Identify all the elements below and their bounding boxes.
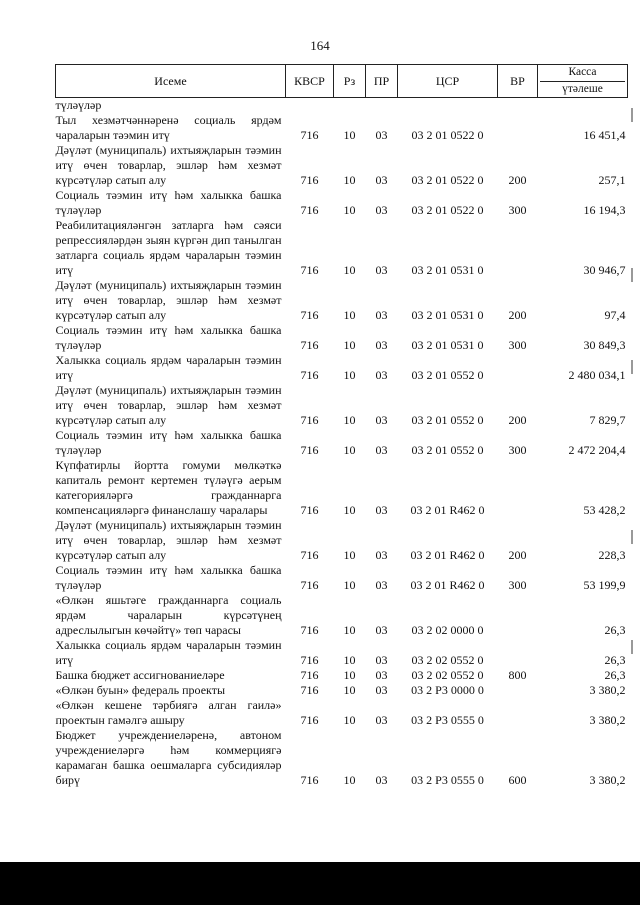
row-amount: 30 849,3	[583, 338, 626, 352]
row-csr: 03 2 02 0000 0	[411, 623, 484, 637]
row-vr: 200	[508, 173, 527, 187]
table-row	[56, 143, 628, 188]
row-rz: 10	[343, 503, 356, 517]
row-pr: 03	[375, 623, 388, 637]
row-rz: 10	[343, 128, 356, 142]
row-csr: 03 2 02 0552 0	[411, 653, 484, 667]
table-row	[56, 683, 628, 698]
row-csr: 03 2 02 0552 0	[411, 668, 484, 682]
row-pr: 03	[375, 203, 388, 217]
budget-table-container	[55, 64, 627, 788]
header-kvsr: КВСР	[286, 65, 334, 98]
row-vr: 600	[508, 773, 527, 787]
row-amount: 228,3	[598, 548, 626, 562]
row-rz: 10	[343, 623, 356, 637]
row-name: Социаль тәэмин итү һәм халыкка башка түләүләр	[55, 563, 282, 592]
table-row	[56, 278, 628, 323]
row-rz: 10	[343, 773, 356, 787]
row-pr: 03	[375, 443, 388, 457]
row-kvsr: 716	[300, 503, 319, 517]
margin-mark	[631, 268, 633, 282]
row-kvsr: 716	[300, 203, 319, 217]
row-kvsr	[286, 98, 334, 114]
row-name: Күпфатирлы йортта гомуми мөлкәткә капиталь ремонт кертемен түләүгә аерым категорияләргә гражданнарга компенсацияләргә финанслашу чаралары	[55, 458, 282, 517]
row-amount: 16 194,3	[583, 203, 626, 217]
margin-mark	[631, 108, 633, 122]
table-row	[56, 668, 628, 683]
margin-mark	[631, 640, 633, 654]
header-vr: ВР	[498, 65, 538, 98]
row-vr: 300	[508, 443, 527, 457]
row-name: түләүләр	[55, 98, 102, 112]
row-amount	[538, 98, 628, 114]
row-name: Дәүләт (муниципаль) ихтыяҗларын тәэмин итү өчен товарлар, эшләр һәм хезмәт күрсәтүләр сатып алу	[55, 278, 282, 322]
row-name: Реабилитацияләнгән затларга һәм сәяси репрессияләрдән зыян күргән дип танылган затларга социаль ярдәм чараларын тәэмин итү	[55, 218, 282, 277]
table-row	[56, 218, 628, 278]
row-csr: 03 2 01 0552 0	[411, 443, 484, 457]
row-kvsr: 716	[300, 128, 319, 142]
row-csr: 03 2 01 R462 0	[410, 503, 485, 517]
row-pr: 03	[375, 668, 388, 682]
row-amount: 26,3	[604, 668, 626, 682]
table-row	[56, 353, 628, 383]
row-kvsr: 716	[300, 623, 319, 637]
row-vr: 200	[508, 413, 527, 427]
row-name: Дәүләт (муниципаль) ихтыяҗларын тәэмин итү өчен товарлар, эшләр һәм хезмәт күрсәтүләр сатып алу	[55, 143, 282, 187]
row-amount: 53 199,9	[583, 578, 626, 592]
header-kassa-top: Касса	[568, 66, 597, 78]
row-csr: 03 2 01 0552 0	[411, 413, 484, 427]
table-row	[56, 698, 628, 728]
row-amount: 2 472 204,4	[568, 443, 626, 457]
table-header	[56, 65, 628, 98]
row-amount: 3 380,2	[589, 683, 626, 697]
table-row	[56, 428, 628, 458]
row-rz: 10	[343, 368, 356, 382]
row-vr	[498, 698, 538, 728]
row-pr: 03	[375, 368, 388, 382]
row-amount: 257,1	[598, 173, 626, 187]
row-csr	[398, 98, 498, 114]
row-vr: 300	[508, 578, 527, 592]
row-rz: 10	[343, 443, 356, 457]
row-rz: 10	[343, 683, 356, 697]
row-name: «Өлкән буын» федераль проекты	[55, 683, 226, 697]
row-pr: 03	[375, 548, 388, 562]
table-row	[56, 188, 628, 218]
row-name: «Өлкән яшьтәге гражданнарга социаль ярдәм чараларын күрсәтүнең адреслылыгын көчәйтү» төп чарасы	[55, 593, 282, 637]
row-vr: 200	[508, 308, 527, 322]
row-kvsr: 716	[300, 308, 319, 322]
row-rz	[334, 98, 366, 114]
row-amount: 2 480 034,1	[568, 368, 626, 382]
page-number: 164	[310, 38, 330, 53]
row-name: «Өлкән кешене тәрбиягә алган гаилә» проектын гамәлгә ашыру	[55, 698, 282, 727]
row-rz: 10	[343, 263, 356, 277]
table-row	[56, 113, 628, 143]
row-csr: 03 2 01 R462 0	[410, 548, 485, 562]
row-pr: 03	[375, 263, 388, 277]
row-vr	[498, 458, 538, 518]
row-pr: 03	[375, 413, 388, 427]
table-row	[56, 383, 628, 428]
row-pr: 03	[375, 578, 388, 592]
row-vr	[498, 98, 538, 114]
row-rz: 10	[343, 713, 356, 727]
row-amount: 53 428,2	[583, 503, 626, 517]
row-pr	[366, 98, 398, 114]
row-csr: 03 2 01 0531 0	[411, 263, 484, 277]
row-pr: 03	[375, 713, 388, 727]
table-row	[56, 728, 628, 788]
row-rz: 10	[343, 413, 356, 427]
row-csr: 03 2 01 0522 0	[411, 173, 484, 187]
row-name: Халыкка социаль ярдәм чараларын тәэмин итү	[55, 353, 282, 382]
row-kvsr: 716	[300, 683, 319, 697]
row-rz: 10	[343, 668, 356, 682]
row-csr: 03 2 01 0522 0	[411, 128, 484, 142]
row-kvsr: 716	[300, 578, 319, 592]
table-body	[56, 98, 628, 789]
table-row	[56, 593, 628, 638]
row-rz: 10	[343, 338, 356, 352]
header-kassa	[538, 65, 628, 98]
row-vr	[498, 218, 538, 278]
table-row	[56, 323, 628, 353]
row-name: Социаль тәэмин итү һәм халыкка башка түләүләр	[55, 323, 282, 352]
table-row	[56, 518, 628, 563]
header-pr: ПР	[366, 65, 398, 98]
row-csr: 03 2 01 0531 0	[411, 338, 484, 352]
row-amount: 26,3	[604, 653, 626, 667]
row-csr: 03 2 01 0531 0	[411, 308, 484, 322]
row-csr: 03 2 01 R462 0	[410, 578, 485, 592]
row-vr: 300	[508, 338, 527, 352]
row-amount: 3 380,2	[589, 713, 626, 727]
row-vr	[498, 113, 538, 143]
row-name: Бюджет учреждениеләренә, автоном учреждениеләргә һәм коммерциягә карамаган башка оешмаларга субсидияләр бирү	[55, 728, 282, 787]
row-vr	[498, 353, 538, 383]
table-row	[56, 458, 628, 518]
row-rz: 10	[343, 578, 356, 592]
row-name: Социаль тәэмин итү һәм халыкка башка түләүләр	[55, 428, 282, 457]
row-rz: 10	[343, 203, 356, 217]
row-rz: 10	[343, 308, 356, 322]
row-csr: 03 2 P3 0555 0	[411, 713, 484, 727]
margin-mark	[631, 360, 633, 374]
row-csr: 03 2 01 0552 0	[411, 368, 484, 382]
row-name: Дәүләт (муниципаль) ихтыяҗларын тәэмин итү өчен товарлар, эшләр һәм хезмәт күрсәтүләр сатып алу	[55, 383, 282, 427]
row-kvsr: 716	[300, 173, 319, 187]
row-pr: 03	[375, 173, 388, 187]
row-kvsr: 716	[300, 668, 319, 682]
row-pr: 03	[375, 338, 388, 352]
row-amount: 7 829,7	[589, 413, 626, 427]
row-amount: 30 946,7	[583, 263, 626, 277]
row-name: Социаль тәэмин итү һәм халыкка башка түләүләр	[55, 188, 282, 217]
row-name: Башка бюджет ассигнованиеләре	[55, 668, 225, 682]
row-csr: 03 2 01 0522 0	[411, 203, 484, 217]
header-csr: ЦСР	[398, 65, 498, 98]
row-csr: 03 2 P3 0000 0	[411, 683, 484, 697]
scan-bottom-border	[0, 862, 640, 905]
header-rz: Рз	[334, 65, 366, 98]
row-pr: 03	[375, 308, 388, 322]
row-rz: 10	[343, 548, 356, 562]
row-name: Халыкка социаль ярдәм чараларын тәэмин итү	[55, 638, 282, 667]
row-rz: 10	[343, 173, 356, 187]
row-vr: 200	[508, 548, 527, 562]
row-kvsr: 716	[300, 368, 319, 382]
row-amount: 3 380,2	[589, 773, 626, 787]
header-name: Исеме	[56, 65, 286, 98]
row-csr: 03 2 P3 0555 0	[411, 773, 484, 787]
row-kvsr: 716	[300, 653, 319, 667]
margin-mark	[631, 530, 633, 544]
row-name: Тыл хезмәтчәннәренә социаль ярдәм чараларын тәэмин итү	[55, 113, 282, 142]
table-row	[56, 638, 628, 668]
row-kvsr: 716	[300, 773, 319, 787]
row-amount: 26,3	[604, 623, 626, 637]
row-pr: 03	[375, 773, 388, 787]
table-row	[56, 98, 628, 114]
row-amount: 97,4	[604, 308, 626, 322]
row-vr	[498, 638, 538, 668]
row-kvsr: 716	[300, 443, 319, 457]
row-kvsr: 716	[300, 548, 319, 562]
row-vr: 800	[508, 668, 527, 682]
row-kvsr: 716	[300, 713, 319, 727]
budget-table	[55, 64, 628, 788]
row-kvsr: 716	[300, 263, 319, 277]
row-vr: 300	[508, 203, 527, 217]
row-amount: 16 451,4	[583, 128, 626, 142]
row-name: Дәүләт (муниципаль) ихтыяҗларын тәэмин итү өчен товарлар, эшләр һәм хезмәт күрсәтүләр сатып алу	[55, 518, 282, 562]
row-rz: 10	[343, 653, 356, 667]
table-row	[56, 563, 628, 593]
row-pr: 03	[375, 503, 388, 517]
row-pr: 03	[375, 683, 388, 697]
row-pr: 03	[375, 653, 388, 667]
row-vr	[498, 683, 538, 698]
row-pr: 03	[375, 128, 388, 142]
row-kvsr: 716	[300, 338, 319, 352]
row-kvsr: 716	[300, 413, 319, 427]
header-kassa-bottom: үтәлеше	[540, 81, 625, 96]
row-vr	[498, 593, 538, 638]
